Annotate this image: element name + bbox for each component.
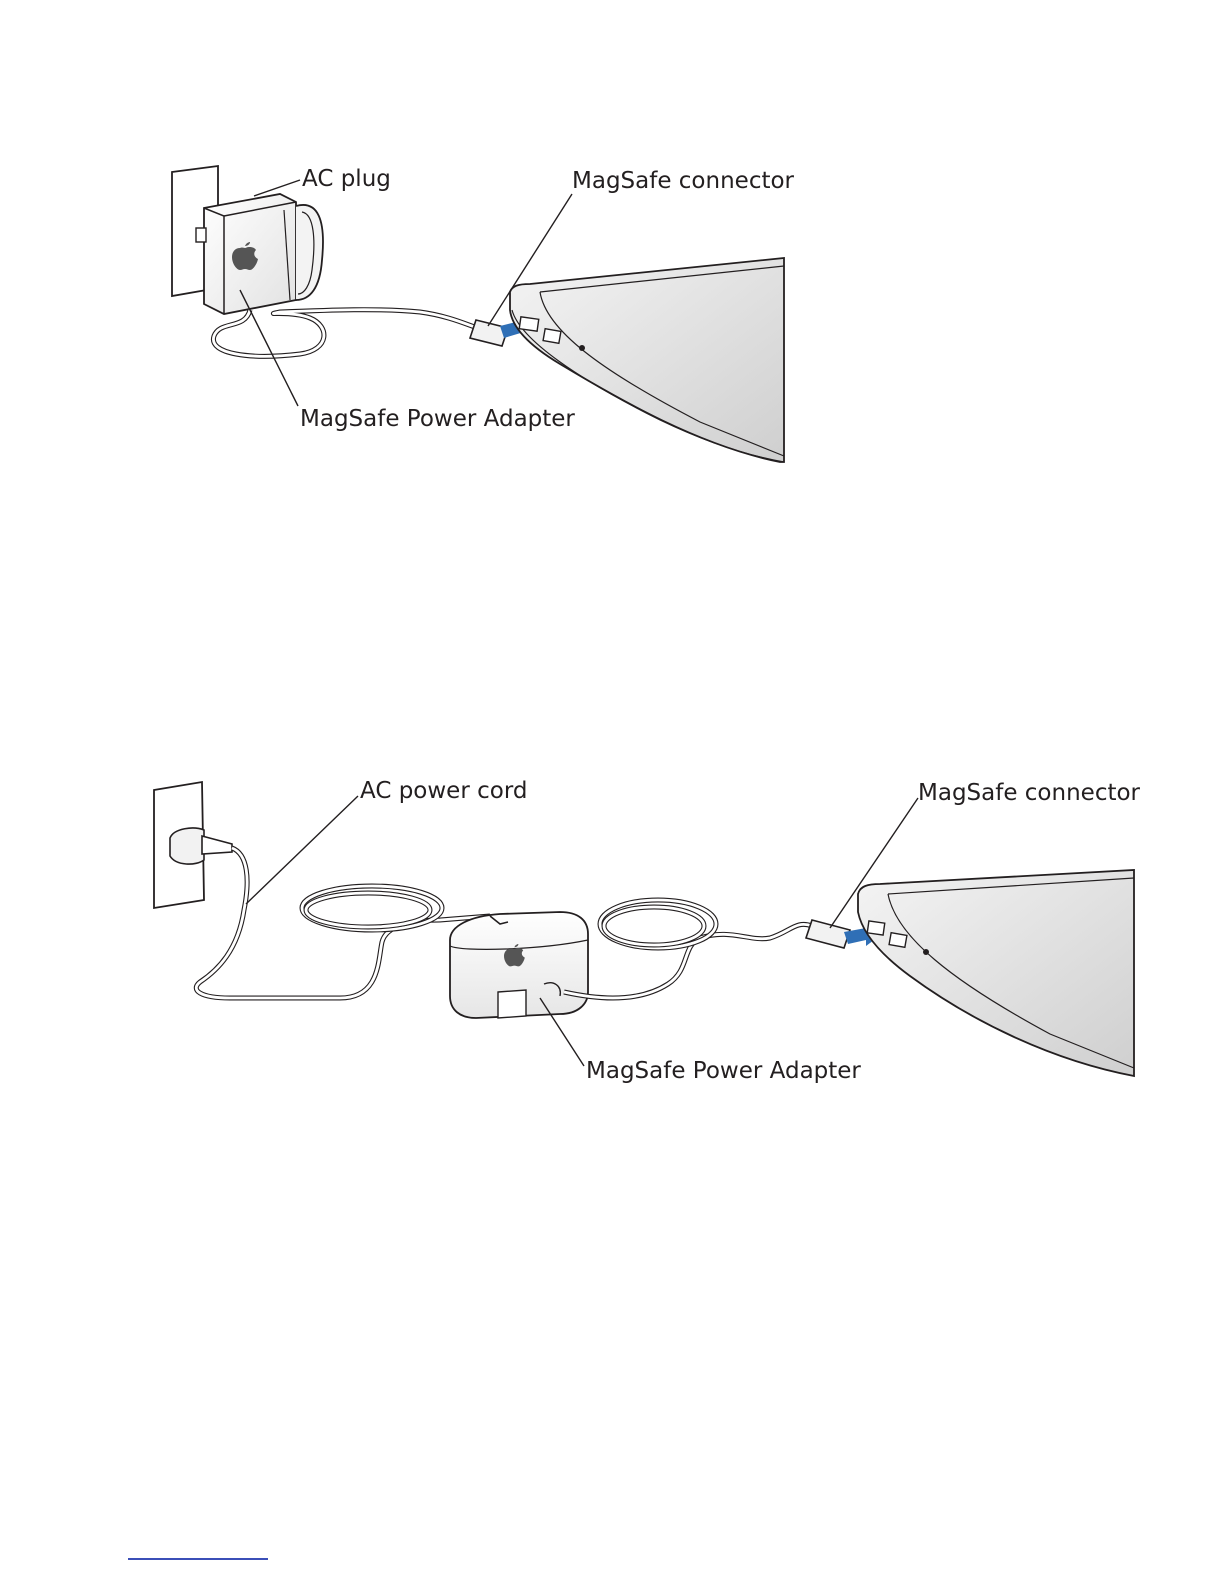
figure-adapter-direct-plug xyxy=(0,150,820,480)
power-adapter-icon xyxy=(450,912,588,1018)
footnote-rule xyxy=(128,1558,268,1560)
label-magsafe-power-adapter: MagSafe Power Adapter xyxy=(300,406,575,432)
label-ac-plug: AC plug xyxy=(302,166,391,192)
label-magsafe-power-adapter: MagSafe Power Adapter xyxy=(586,1058,861,1084)
figure-adapter-ac-cord xyxy=(0,770,1224,1100)
wall-outlet-icon xyxy=(154,782,232,908)
figure2-illustration xyxy=(0,770,1224,1100)
label-magsafe-connector: MagSafe connector xyxy=(572,168,795,194)
label-magsafe-connector: MagSafe connector xyxy=(918,780,1141,806)
label-ac-power-cord: AC power cord xyxy=(360,778,528,804)
laptop-icon xyxy=(858,870,1134,1076)
power-adapter-icon xyxy=(196,194,323,314)
magsafe-connector-plug xyxy=(806,920,850,948)
